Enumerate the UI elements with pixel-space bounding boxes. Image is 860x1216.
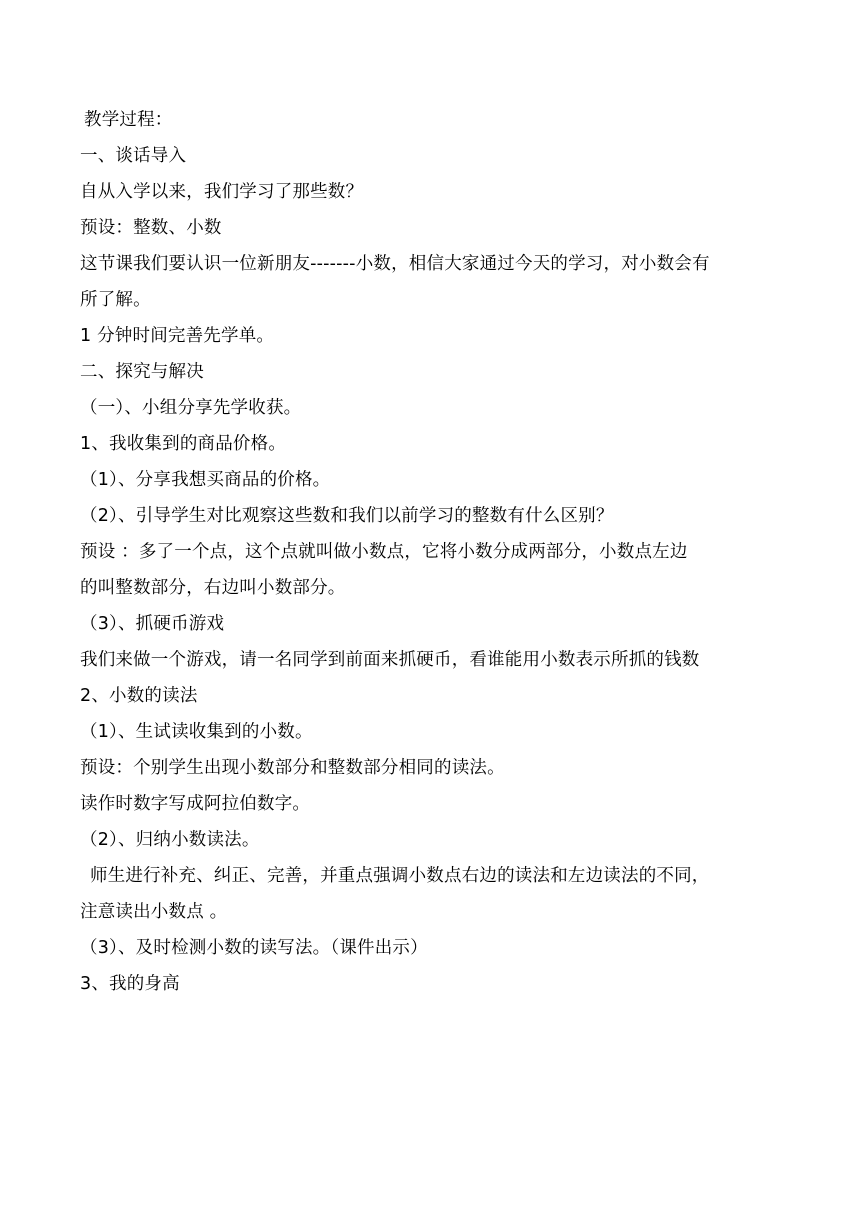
- list-item: （3）、抓硬币游戏: [80, 614, 225, 634]
- paragraph: 师生进行补充、纠正、完善，并重点强调小数点右边的读法和左边读法的不同，: [90, 866, 710, 886]
- section-heading-explore: 二、探究与解决: [80, 362, 204, 382]
- list-item: （2）、引导学生对比观察这些数和我们以前学习的整数有什么区别？: [80, 506, 614, 526]
- list-item: （1）、分享我想买商品的价格。: [80, 470, 331, 490]
- list-item: （2）、归纳小数读法。: [80, 830, 260, 850]
- section-heading-teaching-process: 教学过程：: [84, 110, 173, 130]
- document-body: [80, 102, 786, 1002]
- paragraph: 预设：个别学生出现小数部分和整数部分相同的读法。: [80, 758, 505, 778]
- list-item: （3）、及时检测小数的读写法。（课件出示）: [80, 938, 428, 958]
- subsection-heading: （一）、小组分享先学收获。: [80, 398, 302, 418]
- paragraph: 读作时数字写成阿拉伯数字。: [80, 794, 311, 814]
- list-item: 3、我的身高: [80, 974, 180, 994]
- paragraph: 的叫整数部分，右边叫小数部分。: [80, 578, 346, 598]
- paragraph: 所了解。: [80, 290, 151, 310]
- paragraph: 注意读出小数点 。: [80, 902, 228, 922]
- paragraph: 自从入学以来，我们学习了那些数？: [80, 182, 364, 202]
- list-item: 1、我收集到的商品价格。: [80, 434, 287, 454]
- section-heading-intro: 一、谈话导入: [80, 146, 187, 166]
- list-item: 2、小数的读法: [80, 686, 198, 706]
- paragraph: 预设：整数、小数: [80, 218, 222, 238]
- list-item: （1）、生试读收集到的小数。: [80, 722, 313, 742]
- paragraph: 1 分钟时间完善先学单。: [80, 326, 275, 346]
- paragraph: 预设 ：多了一个点，这个点就叫做小数点，它将小数分成两部分，小数点左边: [80, 542, 688, 562]
- paragraph: 这节课我们要认识一位新朋友-------小数，相信大家通过今天的学习，对小数会有: [80, 254, 710, 274]
- paragraph: 我们来做一个游戏，请一名同学到前面来抓硬币，看谁能用小数表示所抓的钱数: [80, 650, 700, 670]
